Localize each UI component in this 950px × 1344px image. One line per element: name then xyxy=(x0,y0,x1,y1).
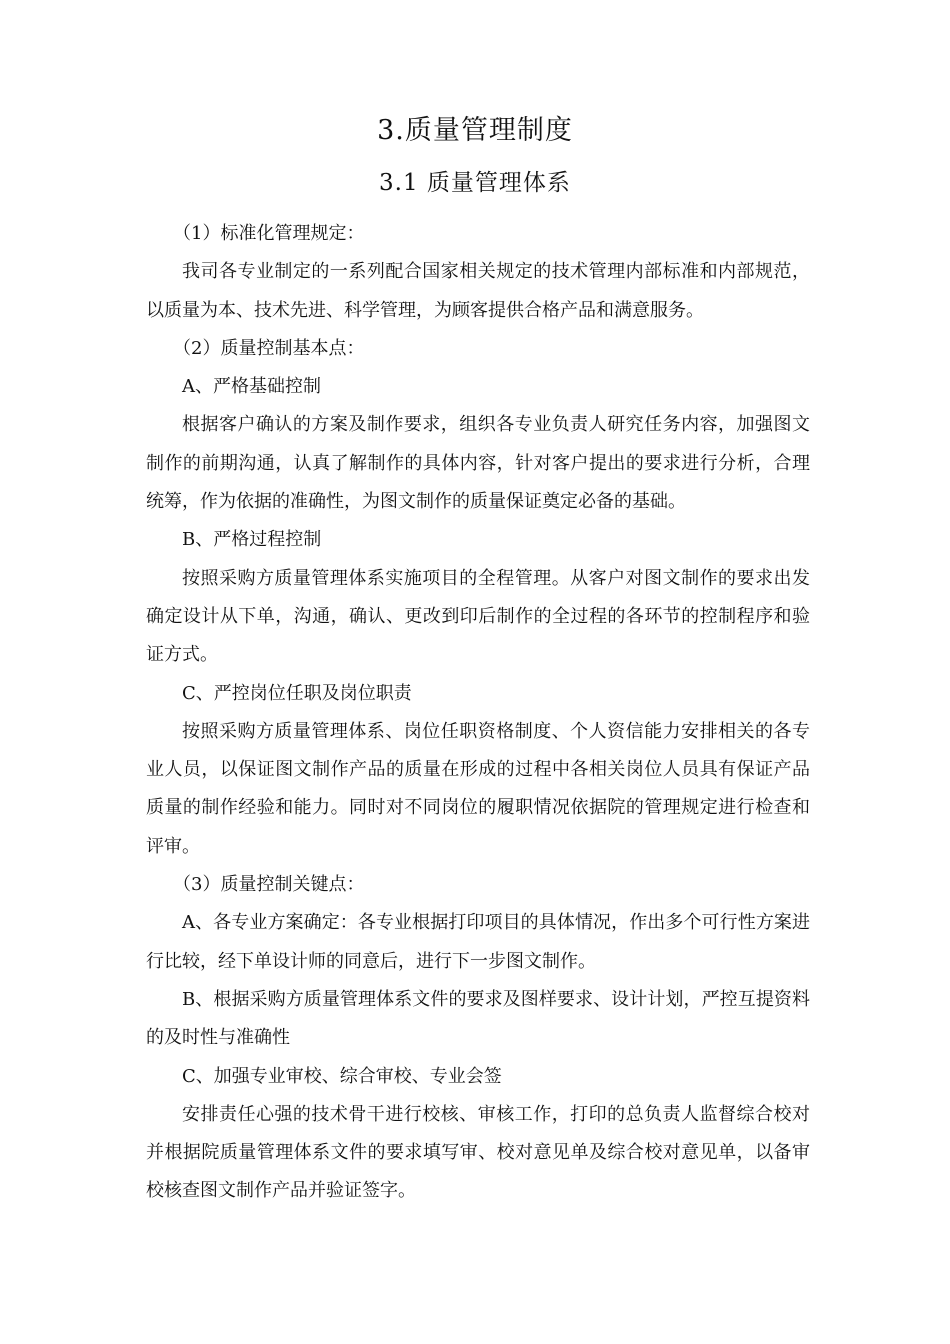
document-title: 3.质量管理制度 xyxy=(377,115,573,146)
paragraph-process-control: 按照采购方质量管理体系实施项目的全程管理。从客户对图文制作的要求出发确定设计从下单，沟通，确认、更改到印后制作的全过程的各环节的控制程序和验证方式。 xyxy=(146,567,810,666)
paragraph-basic-control: 根据客户确认的方案及制作要求，组织各专业负责人研究任务内容，加强图文制作的前期沟通，认真了解制作的具体内容，针对客户提出的要求进行分析，合理统筹，作为依据的准确性，为图文制作的质量保证奠定必备的基础。 xyxy=(146,414,810,513)
document-body xyxy=(146,215,810,1211)
section-heading-key-points: （3）质量控制关键点： xyxy=(173,874,365,896)
paragraph-key-point-a: A、各专业方案确定：各专业根据打印项目的具体情况，作出多个可行性方案进行比较，经下单设计师的同意后，进行下一步图文制作。 xyxy=(146,912,810,972)
document-subtitle: 3.1 质量管理体系 xyxy=(379,170,571,196)
paragraph-review: 安排责任心强的技术骨干进行校核、审核工作，打印的总负责人监督综合校对并根据院质量管理体系文件的要求填写审、校对意见单及综合校对意见单，以备审校核查图文制作产品并验证签字。 xyxy=(146,1103,810,1202)
subheading-position-control: C、严控岗位任职及岗位职责 xyxy=(182,682,412,704)
paragraph-position-control: 按照采购方质量管理体系、岗位任职资格制度、个人资信能力安排相关的各专业人员，以保证图文制作产品的质量在形成的过程中各相关岗位人员具有保证产品质量的制作经验和能力。同时对不同岗位的履职情况依据院的管理规定进行检查和评审。 xyxy=(146,720,810,857)
paragraph-standardization: 我司各专业制定的一系列配合国家相关规定的技术管理内部标准和内部规范，以质量为本、技术先进、科学管理，为顾客提供合格产品和满意服务。 xyxy=(146,261,810,321)
section-heading-standardization: （1）标准化管理规定： xyxy=(173,223,365,244)
paragraph-key-point-b: B、根据采购方质量管理体系文件的要求及图样要求、设计计划，严控互提资料的及时性与准确性 xyxy=(146,988,810,1049)
section-heading-basic-points: （2）质量控制基本点： xyxy=(173,337,365,359)
subheading-review: C、加强专业审校、综合审校、专业会签 xyxy=(182,1065,502,1087)
subheading-process-control: B、严格过程控制 xyxy=(182,529,322,551)
subheading-basic-control: A、严格基础控制 xyxy=(182,376,321,398)
